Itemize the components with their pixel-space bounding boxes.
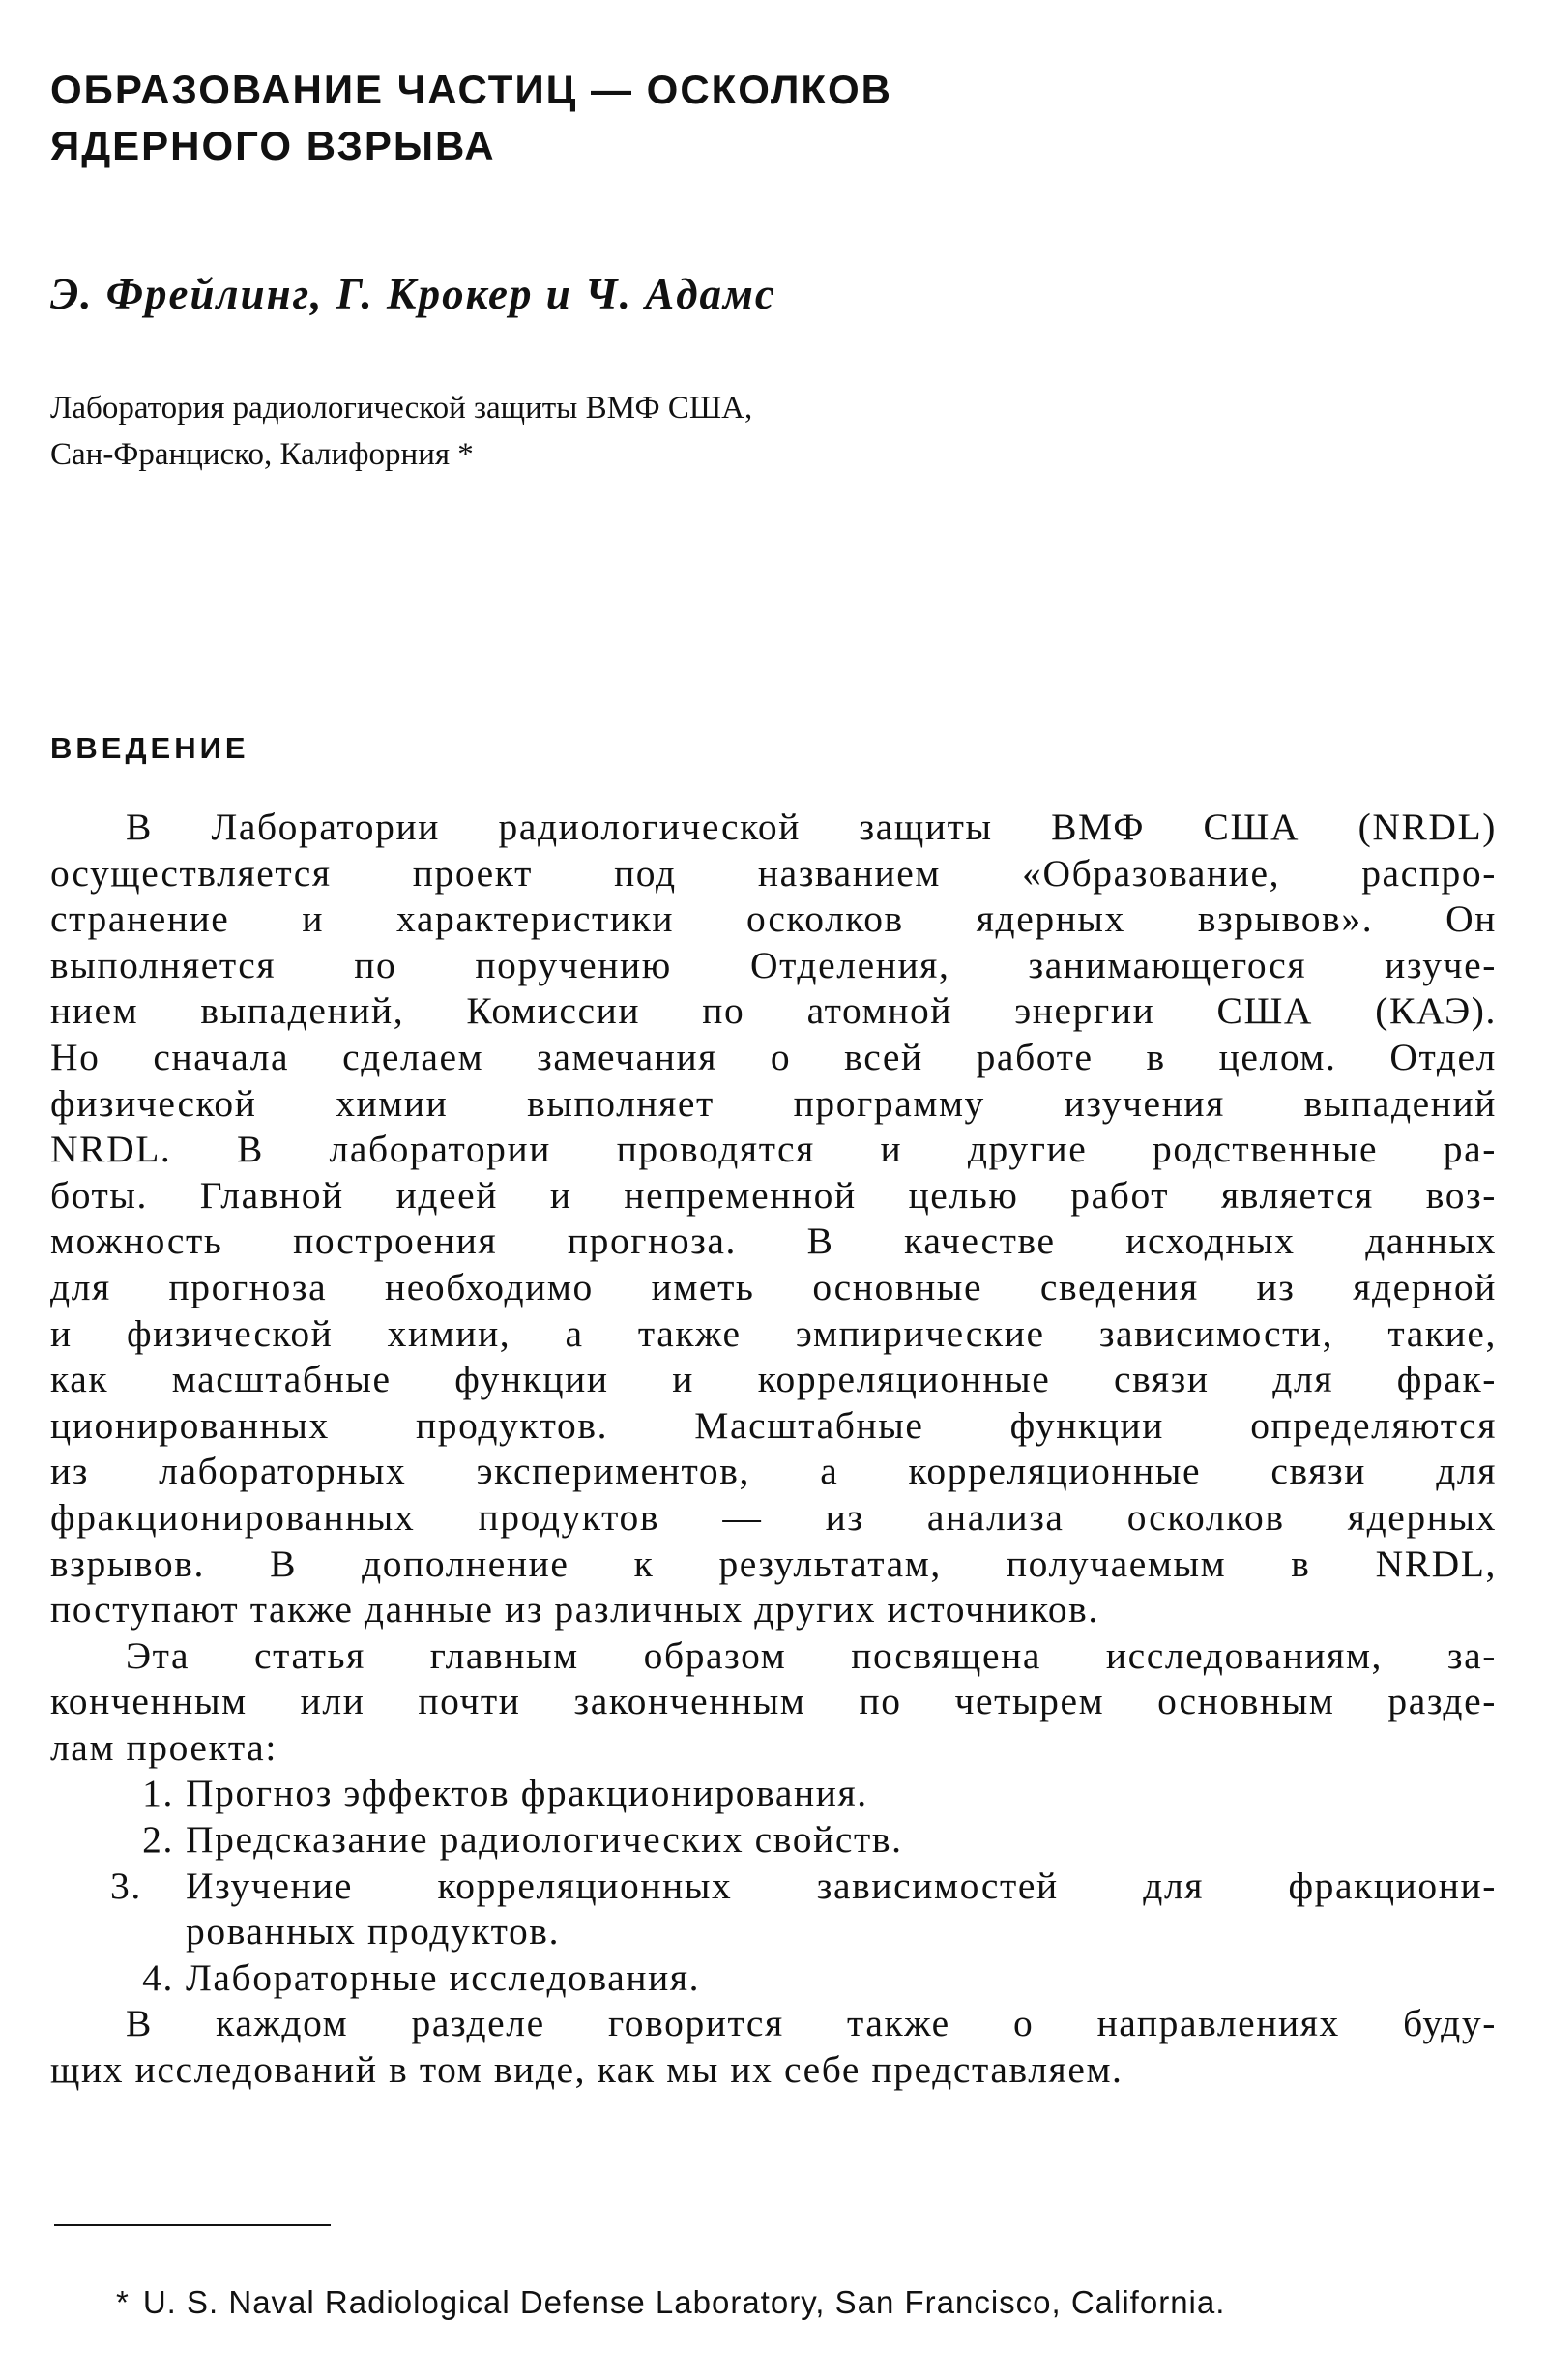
- list-item-number: 4.: [142, 1955, 174, 1999]
- affiliation-line-1: Лаборатория радиологической защиты ВМФ США,: [50, 391, 753, 426]
- text-line: NRDL. В лаборатории проводятся и другие родственные ра-: [50, 1128, 1497, 1171]
- text-line: боты. Главной идеей и непременной целью работ является воз-: [50, 1173, 1497, 1217]
- list-item-number: 3.: [110, 1864, 142, 1907]
- text-line: щих исследований в том виде, как мы их себе представляем.: [50, 2048, 1124, 2092]
- paragraph-3: [50, 2001, 1497, 2093]
- article-title-line-1: ОБРАЗОВАНИЕ ЧАСТИЦ — ОСКОЛКОВ: [50, 67, 893, 112]
- list-item-text: Предсказание радиологических свойств.: [186, 1818, 903, 1862]
- page: [50, 0, 1501, 2380]
- list-item: [50, 1864, 1497, 1910]
- affiliation-line-2: Сан-Франциско, Калифорния *: [50, 437, 474, 472]
- authors: Э. Фрейлинг, Г. Крокер и Ч. Адамс: [50, 270, 776, 318]
- list-item: [50, 1771, 1497, 1817]
- list-item-text: Изучение корреляционных зависимостей для фракциони-: [186, 1864, 1497, 1907]
- list-item-number: 1.: [142, 1772, 174, 1815]
- article-body: [50, 805, 1497, 2094]
- text-line: фракционированных продуктов — из анализа осколков ядерных: [50, 1495, 1497, 1539]
- list-item-continuation: рованных продуктов.: [186, 1910, 561, 1954]
- text-line: взрывов. В дополнение к результатам, получаемым в NRDL,: [50, 1542, 1497, 1585]
- text-line: можность построения прогноза. В качестве исходных данных: [50, 1219, 1497, 1263]
- footnote-text: U. S. Naval Radiological Defense Laboratory, San Francisco, California.: [142, 2284, 1226, 2320]
- text-line: странение и характеристики осколков ядерных взрывов». Он: [50, 897, 1497, 941]
- text-line: Эта статья главным образом посвящена исследованиям, за-: [126, 1633, 1497, 1677]
- affiliation: [50, 385, 752, 478]
- section-heading-introduction: ВВЕДЕНИЕ: [50, 731, 249, 765]
- text-line: В Лаборатории радиологической защиты ВМФ США (NRDL): [126, 806, 1497, 848]
- list-item-number: 2.: [142, 1818, 174, 1862]
- text-line: выполняется по поручению Отделения, занимающегося изуче-: [50, 943, 1497, 986]
- text-line: ционированных продуктов. Масштабные функции определяются: [50, 1403, 1497, 1447]
- text-line: для прогноза необходимо иметь основные сведения из ядерной: [50, 1265, 1497, 1308]
- article-title: [50, 62, 1211, 174]
- text-line: как масштабные функции и корреляционные связи для фрак-: [50, 1358, 1497, 1401]
- text-line: конченным или почти законченным по четырем основным разде-: [50, 1680, 1497, 1723]
- footnote-divider: [54, 2224, 331, 2226]
- list-item: [50, 1955, 1497, 2002]
- paragraph-2: [50, 1633, 1497, 1772]
- text-line: физической химии выполняет программу изучения выпадений: [50, 1081, 1497, 1125]
- article-title-line-2: ЯДЕРНОГО ВЗРЫВА: [50, 123, 496, 168]
- text-line: и физической химии, а также эмпирические зависимости, такие,: [50, 1311, 1497, 1355]
- text-line: из лабораторных экспериментов, а корреляционные связи для: [50, 1450, 1497, 1493]
- text-line: Но сначала сделаем замечания о всей работе в целом. Отдел: [50, 1035, 1497, 1078]
- footnote-marker: *: [116, 2284, 130, 2320]
- paragraph-1: [50, 805, 1497, 1633]
- footnote: [116, 2284, 1225, 2321]
- text-line: лам проекта:: [50, 1725, 277, 1769]
- list-item-text: Лабораторные исследования.: [186, 1955, 701, 1999]
- text-line: осуществляется проект под названием «Образование, распро-: [50, 851, 1497, 895]
- text-line: поступают также данные из различных других источников.: [50, 1588, 1099, 1631]
- text-line: В каждом разделе говорится также о направлениях буду-: [126, 2002, 1497, 2045]
- list-item-text: Прогноз эффектов фракционирования.: [186, 1772, 868, 1815]
- list-item: [50, 1817, 1497, 1864]
- text-line: нием выпадений, Комиссии по атомной энергии США (КАЭ).: [50, 989, 1497, 1033]
- numbered-list: [50, 1771, 1497, 2001]
